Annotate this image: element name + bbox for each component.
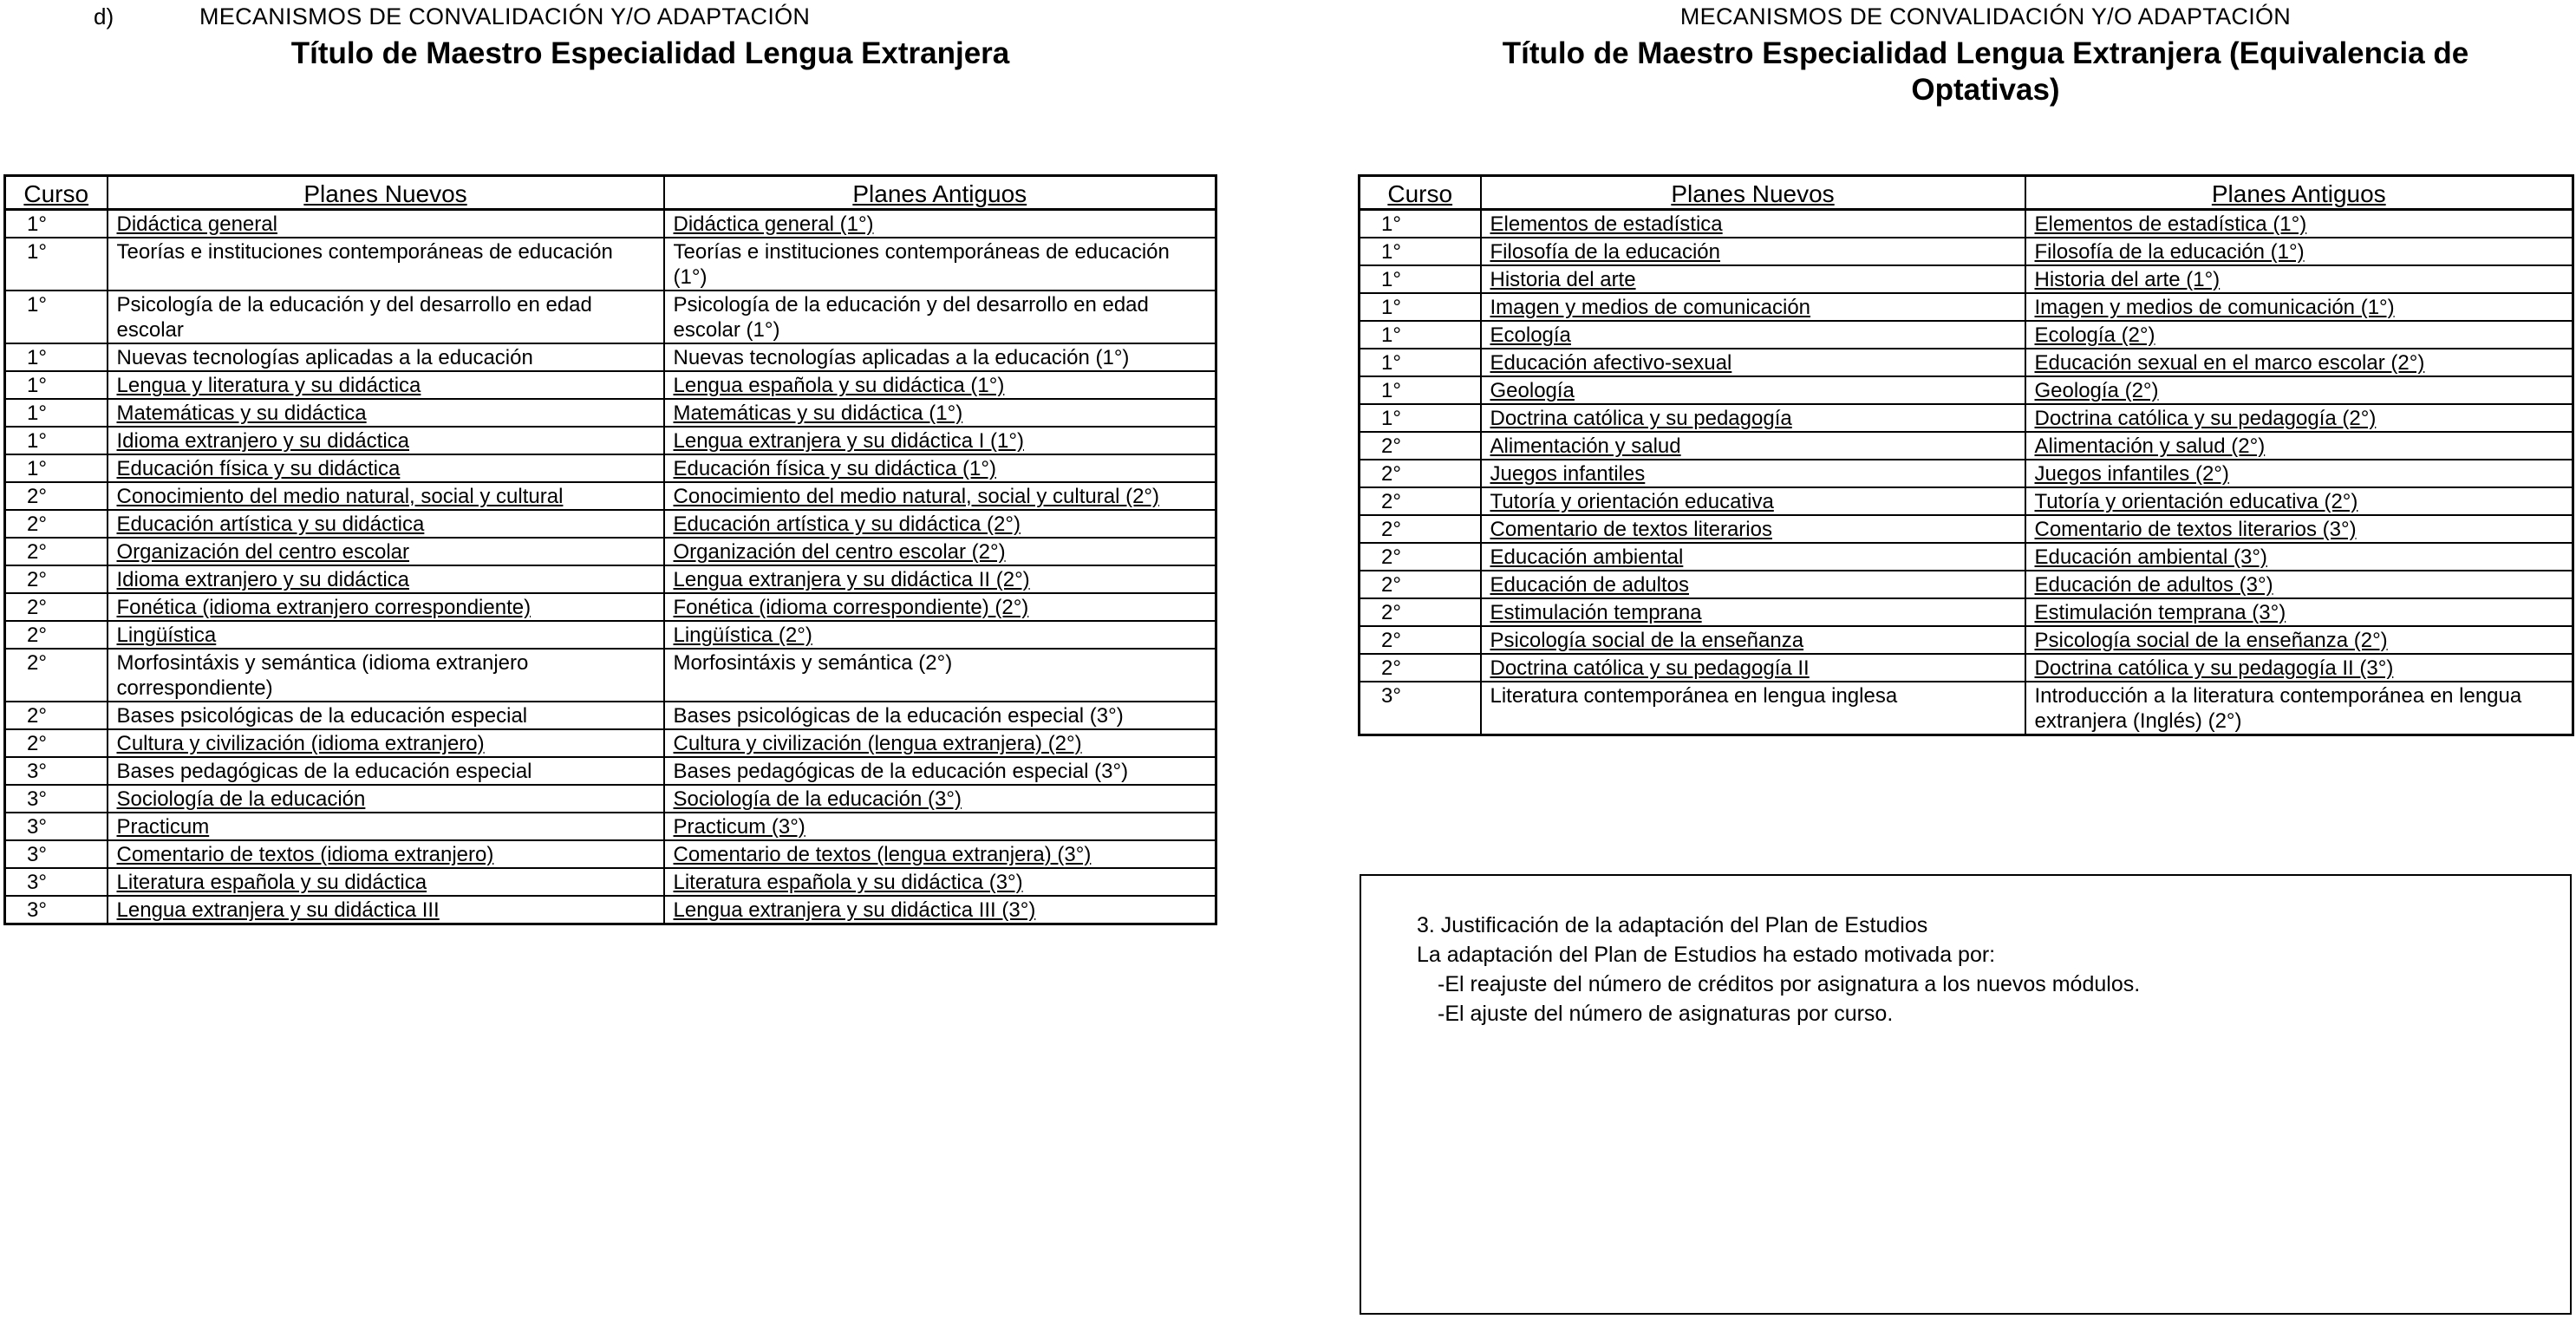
curso-cell: 1°: [5, 427, 108, 454]
right-heading: MECANISMOS DE CONVALIDACIÓN Y/O ADAPTACIÓN: [1679, 3, 2292, 29]
planes-nuevos-cell: Lengua y literatura y su didáctica: [108, 371, 664, 399]
curso-cell: 2°: [1360, 543, 1481, 571]
curso-cell: 2°: [1360, 460, 1481, 487]
planes-nuevos-cell: Alimentación y salud: [1481, 432, 2025, 460]
table-row: [5, 482, 1216, 510]
column-header-curso: Curso: [5, 176, 108, 210]
planes-antiguos-cell: Ecología (2°): [2025, 321, 2573, 349]
column-header-curso: Curso: [1360, 176, 1481, 210]
planes-antiguos-cell: Lengua extranjera y su didáctica II (2°): [664, 565, 1216, 593]
table-row: [1360, 404, 2573, 432]
table-row: [5, 785, 1216, 813]
planes-nuevos-cell: Matemáticas y su didáctica: [108, 399, 664, 427]
planes-antiguos-cell: Comentario de textos literarios (3°): [2025, 515, 2573, 543]
curso-cell: 2°: [5, 510, 108, 538]
planes-antiguos-cell: Lengua española y su didáctica (1°): [664, 371, 1216, 399]
table-row: [5, 702, 1216, 729]
curso-cell: 2°: [5, 649, 108, 702]
table-row: [5, 399, 1216, 427]
curso-cell: 2°: [5, 593, 108, 621]
table-row: [1360, 487, 2573, 515]
planes-nuevos-cell: Geología: [1481, 376, 2025, 404]
table-row: [5, 813, 1216, 840]
curso-cell: 1°: [5, 238, 108, 291]
column-header-planes-nuevos: Planes Nuevos: [1481, 176, 2025, 210]
planes-antiguos-cell: Nuevas tecnologías aplicadas a la educación (1°): [664, 343, 1216, 371]
curso-cell: 2°: [5, 702, 108, 729]
planes-antiguos-cell: Educación ambiental (3°): [2025, 543, 2573, 571]
planes-antiguos-cell: Juegos infantiles (2°): [2025, 460, 2573, 487]
curso-cell: 2°: [1360, 626, 1481, 654]
table-row: [1360, 376, 2573, 404]
table-row: [5, 649, 1216, 702]
table-row: [1360, 543, 2573, 571]
planes-nuevos-cell: Sociología de la educación: [108, 785, 664, 813]
table-row: [5, 565, 1216, 593]
table-header-row: [5, 176, 1216, 210]
planes-antiguos-cell: Teorías e instituciones contemporáneas de educación (1°): [664, 238, 1216, 291]
curso-cell: 3°: [5, 757, 108, 785]
table-row: [1360, 626, 2573, 654]
planes-nuevos-cell: Historia del arte: [1481, 265, 2025, 293]
planes-nuevos-cell: Estimulación temprana: [1481, 598, 2025, 626]
planes-antiguos-cell: Introducción a la literatura contemporánea en lengua extranjera (Inglés) (2°): [2025, 682, 2573, 735]
planes-nuevos-cell: Morfosintáxis y semántica (idioma extranjero correspondiente): [108, 649, 664, 702]
table-row: [1360, 210, 2573, 238]
curso-cell: 1°: [5, 399, 108, 427]
curso-cell: 1°: [5, 343, 108, 371]
curso-cell: 3°: [1360, 682, 1481, 735]
curso-cell: 1°: [5, 454, 108, 482]
curso-cell: 1°: [1360, 404, 1481, 432]
table-row: [1360, 571, 2573, 598]
planes-antiguos-cell: Doctrina católica y su pedagogía II (3°): [2025, 654, 2573, 682]
curso-cell: 3°: [5, 813, 108, 840]
table-row: [5, 210, 1216, 238]
planes-antiguos-cell: Geología (2°): [2025, 376, 2573, 404]
curso-cell: 3°: [5, 896, 108, 924]
planes-nuevos-cell: Juegos infantiles: [1481, 460, 2025, 487]
justification-intro: La adaptación del Plan de Estudios ha estado motivada por:: [1417, 943, 1996, 967]
planes-antiguos-cell: Historia del arte (1°): [2025, 265, 2573, 293]
table-row: [5, 291, 1216, 343]
curso-cell: 2°: [1360, 487, 1481, 515]
planes-nuevos-cell: Bases pedagógicas de la educación especial: [108, 757, 664, 785]
planes-nuevos-cell: Idioma extranjero y su didáctica: [108, 565, 664, 593]
planes-antiguos-cell: Tutoría y orientación educativa (2°): [2025, 487, 2573, 515]
curso-cell: 3°: [5, 840, 108, 868]
planes-antiguos-cell: Imagen y medios de comunicación (1°): [2025, 293, 2573, 321]
planes-antiguos-cell: Elementos de estadística (1°): [2025, 210, 2573, 238]
planes-nuevos-cell: Educación física y su didáctica: [108, 454, 664, 482]
planes-antiguos-cell: Psicología social de la enseñanza (2°): [2025, 626, 2573, 654]
table-row: [1360, 460, 2573, 487]
planes-antiguos-cell: Educación física y su didáctica (1°): [664, 454, 1216, 482]
right-title-line2: Optativas): [1911, 73, 2060, 107]
planes-antiguos-cell: Bases pedagógicas de la educación especial (3°): [664, 757, 1216, 785]
planes-antiguos-cell: Fonética (idioma correspondiente) (2°): [664, 593, 1216, 621]
planes-nuevos-cell: Cultura y civilización (idioma extranjero): [108, 729, 664, 757]
curso-cell: 1°: [5, 291, 108, 343]
curso-cell: 1°: [1360, 376, 1481, 404]
planes-antiguos-cell: Psicología de la educación y del desarrollo en edad escolar (1°): [664, 291, 1216, 343]
table-row: [5, 840, 1216, 868]
table-row: [1360, 293, 2573, 321]
left-equivalence-table: [3, 174, 1217, 925]
planes-antiguos-cell: Bases psicológicas de la educación especial (3°): [664, 702, 1216, 729]
justification-item: -El reajuste del número de créditos por asignatura a los nuevos módulos.: [1438, 972, 2141, 996]
planes-antiguos-cell: Comentario de textos (lengua extranjera) (3°): [664, 840, 1216, 868]
planes-antiguos-cell: Cultura y civilización (lengua extranjera) (2°): [664, 729, 1216, 757]
right-title-line1: Título de Maestro Especialidad Lengua Extranjera (Equivalencia de: [1502, 36, 2469, 70]
planes-nuevos-cell: Fonética (idioma extranjero correspondiente): [108, 593, 664, 621]
planes-nuevos-cell: Teorías e instituciones contemporáneas de educación: [108, 238, 664, 291]
table-row: [5, 371, 1216, 399]
curso-cell: 1°: [1360, 210, 1481, 238]
planes-antiguos-cell: Estimulación temprana (3°): [2025, 598, 2573, 626]
planes-nuevos-cell: Ecología: [1481, 321, 2025, 349]
planes-antiguos-cell: Morfosintáxis y semántica (2°): [664, 649, 1216, 702]
table-row: [5, 343, 1216, 371]
planes-antiguos-cell: Alimentación y salud (2°): [2025, 432, 2573, 460]
planes-nuevos-cell: Educación de adultos: [1481, 571, 2025, 598]
planes-nuevos-cell: Psicología social de la enseñanza: [1481, 626, 2025, 654]
table-row: [5, 427, 1216, 454]
curso-cell: 2°: [5, 729, 108, 757]
table-header-row: [1360, 176, 2573, 210]
table-row: [1360, 349, 2573, 376]
planes-nuevos-cell: Tutoría y orientación educativa: [1481, 487, 2025, 515]
planes-antiguos-cell: Practicum (3°): [664, 813, 1216, 840]
table-row: [1360, 598, 2573, 626]
planes-nuevos-cell: Educación afectivo-sexual: [1481, 349, 2025, 376]
planes-nuevos-cell: Lengua extranjera y su didáctica III: [108, 896, 664, 924]
planes-antiguos-cell: Organización del centro escolar (2°): [664, 538, 1216, 565]
justification-item: -El ajuste del número de asignaturas por curso.: [1438, 1002, 1894, 1026]
table-row: [1360, 432, 2573, 460]
curso-cell: 3°: [5, 785, 108, 813]
planes-nuevos-cell: Comentario de textos (idioma extranjero): [108, 840, 664, 868]
planes-antiguos-cell: Filosofía de la educación (1°): [2025, 238, 2573, 265]
planes-nuevos-cell: Lingüística: [108, 621, 664, 649]
section-letter: d): [94, 3, 114, 29]
curso-cell: 2°: [5, 565, 108, 593]
table-row: [5, 757, 1216, 785]
planes-antiguos-cell: Didáctica general (1°): [664, 210, 1216, 238]
table-row: [1360, 682, 2573, 735]
curso-cell: 1°: [1360, 238, 1481, 265]
planes-nuevos-cell: Idioma extranjero y su didáctica: [108, 427, 664, 454]
planes-nuevos-cell: Educación ambiental: [1481, 543, 2025, 571]
left-heading: MECANISMOS DE CONVALIDACIÓN Y/O ADAPTACIÓN: [199, 3, 811, 29]
planes-nuevos-cell: Elementos de estadística: [1481, 210, 2025, 238]
curso-cell: 1°: [1360, 321, 1481, 349]
justification-heading: 3. Justificación de la adaptación del Plan de Estudios: [1417, 913, 1928, 937]
right-header: [1474, 3, 2497, 108]
curso-cell: 2°: [1360, 571, 1481, 598]
curso-cell: 2°: [1360, 598, 1481, 626]
planes-nuevos-cell: Psicología de la educación y del desarrollo en edad escolar: [108, 291, 664, 343]
planes-antiguos-cell: Educación sexual en el marco escolar (2°): [2025, 349, 2573, 376]
column-header-planes-nuevos: Planes Nuevos: [108, 176, 664, 210]
planes-nuevos-cell: Literatura española y su didáctica: [108, 868, 664, 896]
table-row: [5, 729, 1216, 757]
planes-antiguos-cell: Educación artística y su didáctica (2°): [664, 510, 1216, 538]
curso-cell: 2°: [5, 621, 108, 649]
planes-antiguos-cell: Lengua extranjera y su didáctica III (3°): [664, 896, 1216, 924]
table-row: [5, 510, 1216, 538]
planes-nuevos-cell: Bases psicológicas de la educación especial: [108, 702, 664, 729]
table-row: [5, 868, 1216, 896]
curso-cell: 1°: [1360, 349, 1481, 376]
justification-box: [1360, 874, 2572, 1315]
table-row: [1360, 654, 2573, 682]
curso-cell: 3°: [5, 868, 108, 896]
planes-antiguos-cell: Educación de adultos (3°): [2025, 571, 2573, 598]
planes-nuevos-cell: Doctrina católica y su pedagogía: [1481, 404, 2025, 432]
planes-antiguos-cell: Literatura española y su didáctica (3°): [664, 868, 1216, 896]
planes-nuevos-cell: Filosofía de la educación: [1481, 238, 2025, 265]
column-header-planes-antiguos: Planes Antiguos: [664, 176, 1216, 210]
curso-cell: 2°: [5, 538, 108, 565]
planes-antiguos-cell: Conocimiento del medio natural, social y cultural (2°): [664, 482, 1216, 510]
table-row: [1360, 265, 2573, 293]
table-row: [5, 238, 1216, 291]
planes-nuevos-cell: Imagen y medios de comunicación: [1481, 293, 2025, 321]
right-optativas-table: [1358, 174, 2574, 736]
planes-nuevos-cell: Organización del centro escolar: [108, 538, 664, 565]
left-header: [199, 3, 1066, 72]
table-row: [1360, 321, 2573, 349]
planes-nuevos-cell: Doctrina católica y su pedagogía II: [1481, 654, 2025, 682]
curso-cell: 2°: [1360, 654, 1481, 682]
curso-cell: 1°: [5, 371, 108, 399]
planes-antiguos-cell: Doctrina católica y su pedagogía (2°): [2025, 404, 2573, 432]
left-title: Título de Maestro Especialidad Lengua Extranjera: [290, 36, 1010, 70]
justification-text: [1417, 911, 2140, 1028]
planes-nuevos-cell: Educación artística y su didáctica: [108, 510, 664, 538]
table-row: [1360, 238, 2573, 265]
curso-cell: 2°: [5, 482, 108, 510]
planes-antiguos-cell: Sociología de la educación (3°): [664, 785, 1216, 813]
table-row: [5, 538, 1216, 565]
planes-nuevos-cell: Didáctica general: [108, 210, 664, 238]
curso-cell: 1°: [1360, 265, 1481, 293]
planes-nuevos-cell: Conocimiento del medio natural, social y cultural: [108, 482, 664, 510]
table-row: [1360, 515, 2573, 543]
planes-nuevos-cell: Literatura contemporánea en lengua inglesa: [1481, 682, 2025, 735]
planes-nuevos-cell: Comentario de textos literarios: [1481, 515, 2025, 543]
table-row: [5, 621, 1216, 649]
planes-antiguos-cell: Lengua extranjera y su didáctica I (1°): [664, 427, 1216, 454]
planes-nuevos-cell: Practicum: [108, 813, 664, 840]
planes-antiguos-cell: Matemáticas y su didáctica (1°): [664, 399, 1216, 427]
curso-cell: 2°: [1360, 515, 1481, 543]
table-row: [5, 593, 1216, 621]
curso-cell: 1°: [5, 210, 108, 238]
table-row: [5, 896, 1216, 924]
curso-cell: 2°: [1360, 432, 1481, 460]
curso-cell: 1°: [1360, 293, 1481, 321]
table-row: [5, 454, 1216, 482]
column-header-planes-antiguos: Planes Antiguos: [2025, 176, 2573, 210]
planes-antiguos-cell: Lingüística (2°): [664, 621, 1216, 649]
planes-nuevos-cell: Nuevas tecnologías aplicadas a la educación: [108, 343, 664, 371]
